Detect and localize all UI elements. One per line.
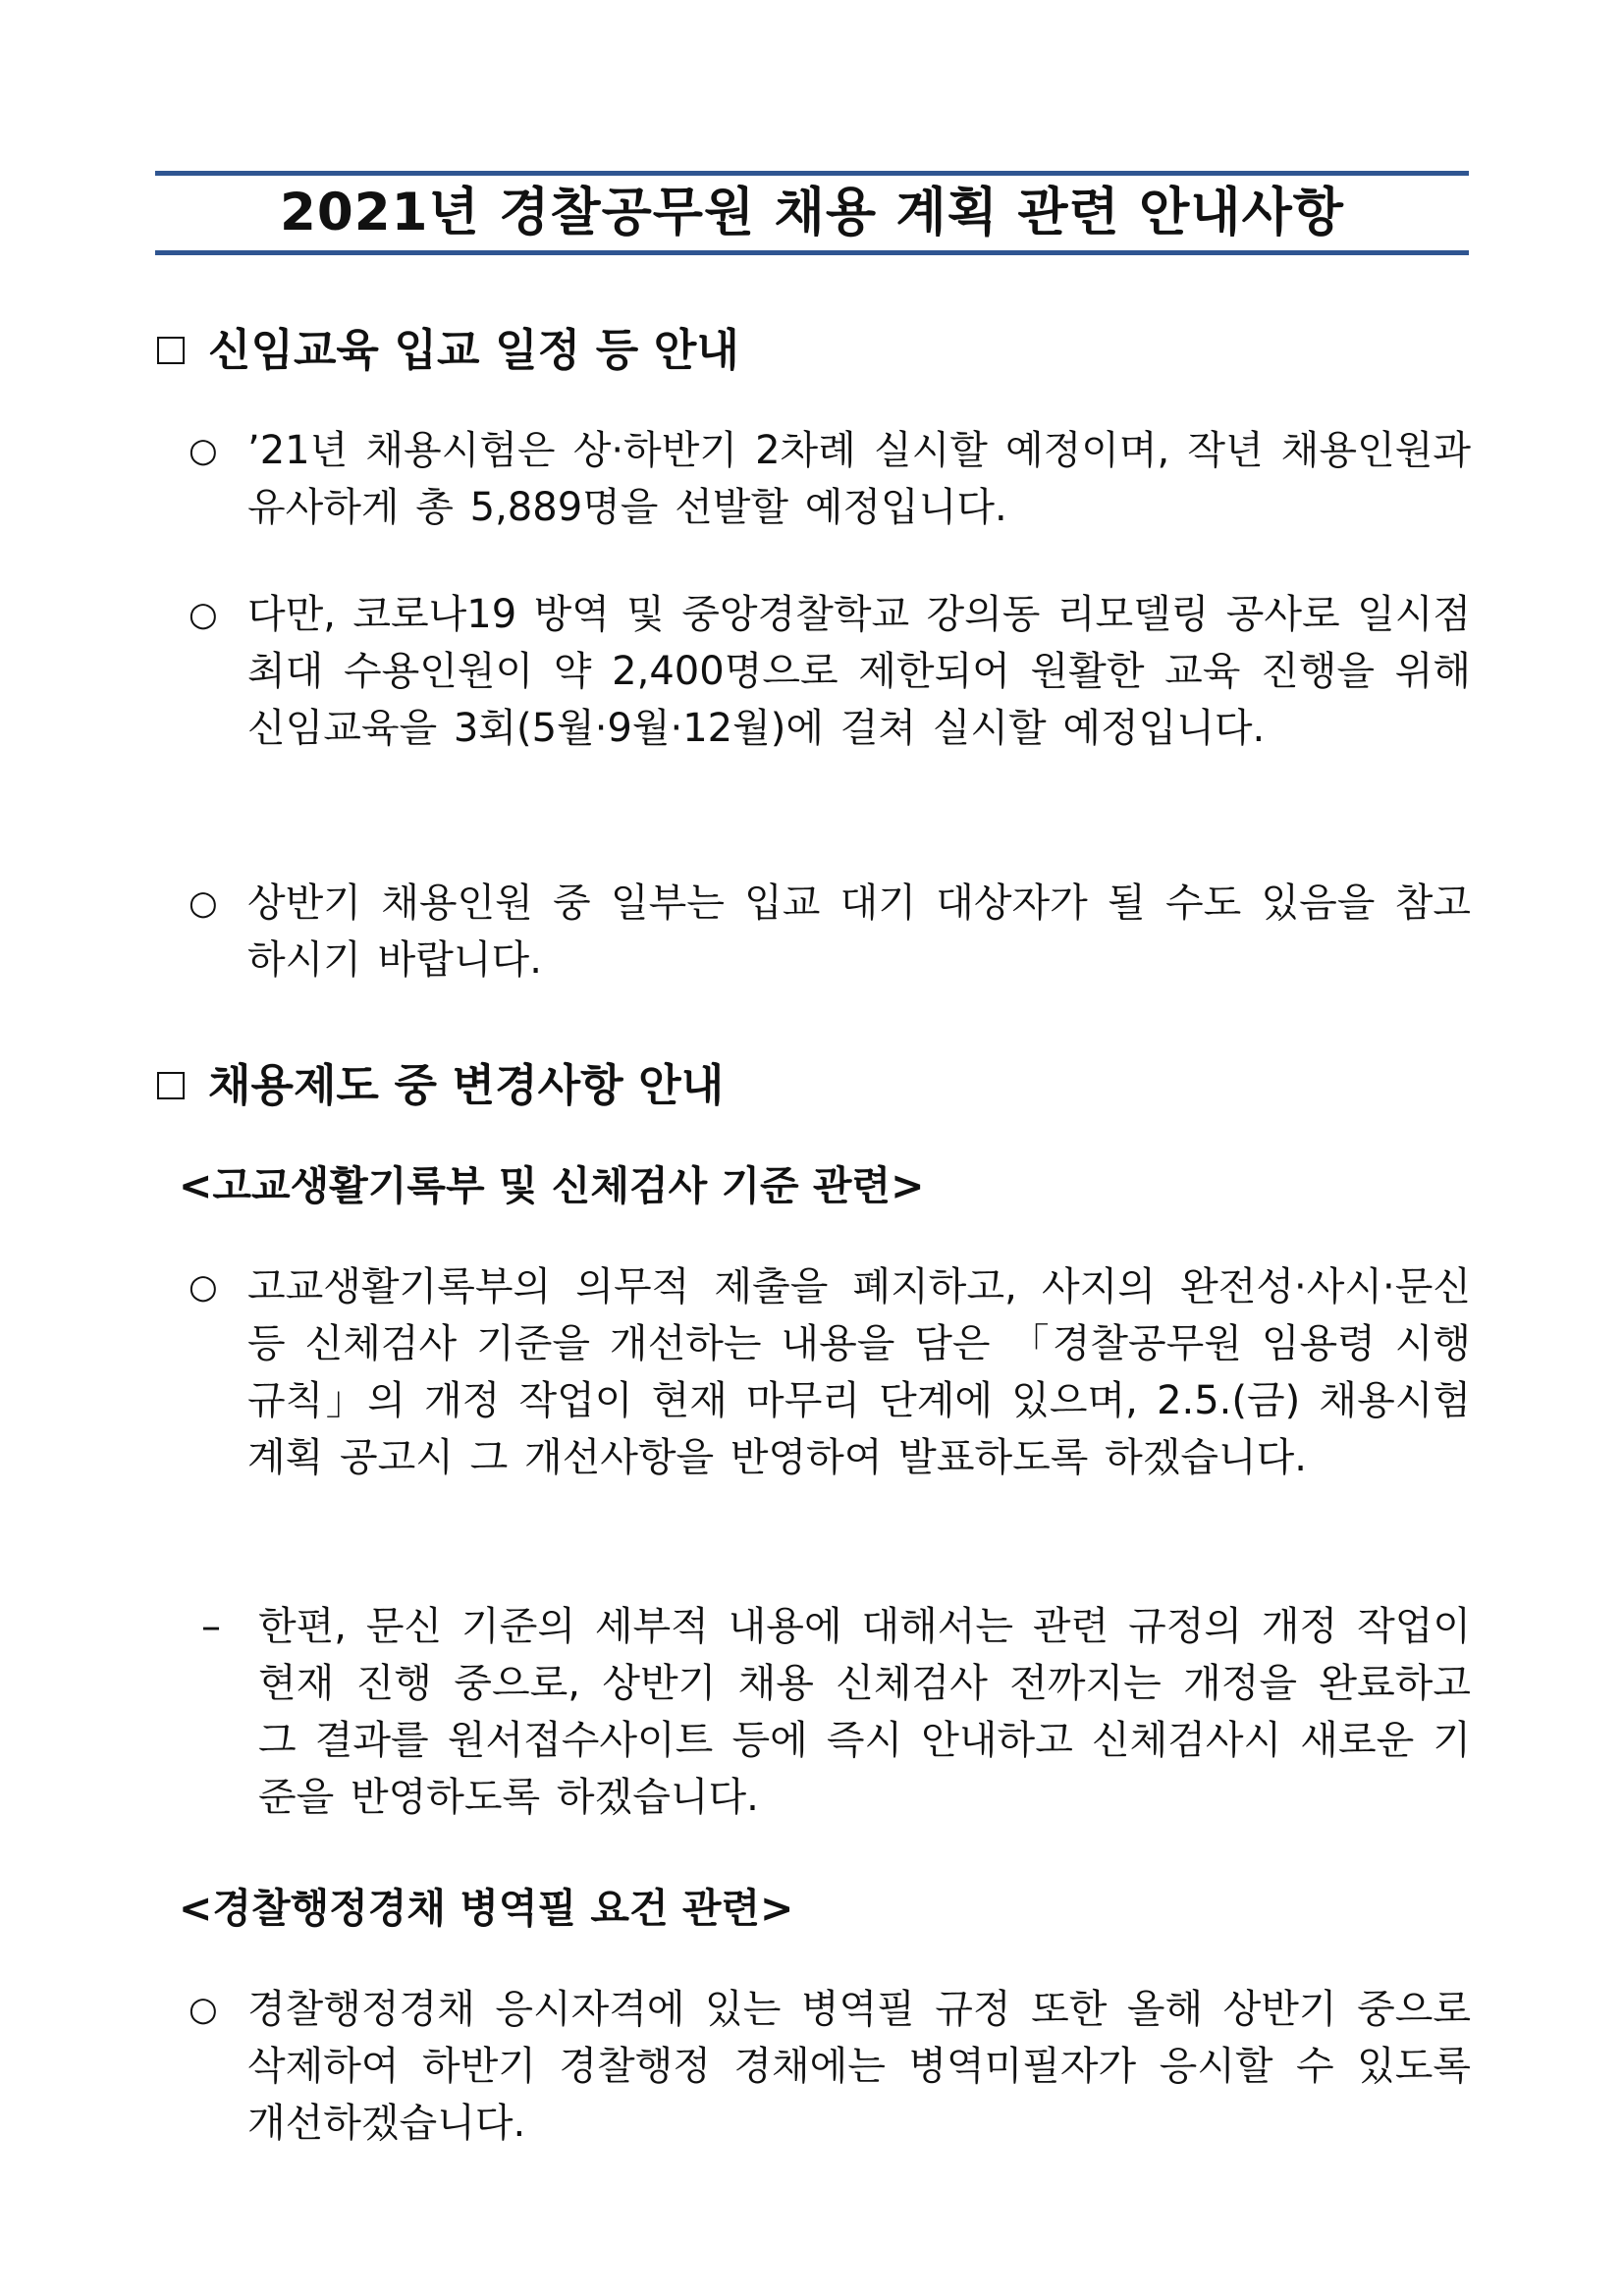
circle-bullet-icon: ○ (189, 431, 218, 470)
list-item-text: 한편, 문신 기준의 세부적 내용에 대해서는 관련 규정의 개정 작업이 현재 진행 중으로, 상반기 채용 신체검사 전까지는 개정을 완료하고 그 결과를 원서접수사이트 등에 즉시 안내하고 신체검사시 새로운 기준을 반영하도록 하겠습니다. (258, 1604, 1471, 1820)
list-item (189, 422, 1471, 536)
list-item (189, 1981, 1471, 2152)
title-block (155, 171, 1469, 255)
list-item (201, 1598, 1471, 1826)
checkbox-icon (157, 1072, 185, 1099)
dash-bullet-icon: – (201, 1604, 221, 1649)
list-item (189, 586, 1471, 757)
list-item-text: 경찰행정경채 응시자격에 있는 병역필 규정 또한 올해 상반기 중으로 삭제하여 하반기 경찰행정 경채에는 병역미필자가 응시할 수 있도록 개선하겠습니다. (247, 1987, 1471, 2146)
circle-bullet-icon: ○ (189, 883, 218, 923)
section-heading-1-text: 신임교육 입교 일정 등 안내 (208, 324, 739, 376)
list-item-text: 다만, 코로나19 방역 및 중앙경찰학교 강의동 리모델링 공사로 일시점 최대 수용인원이 약 2,400명으로 제한되어 원활한 교육 진행을 위해 신임교육을 3회(5월·9월·12월)에 걸쳐 실시할 예정입니다. (247, 592, 1471, 751)
list-item-text: 상반기 채용인원 중 일부는 입교 대기 대상자가 될 수도 있음을 참고하시기 바랍니다. (247, 881, 1471, 983)
checkbox-icon (157, 337, 185, 364)
circle-bullet-icon: ○ (189, 1267, 218, 1307)
subsection-heading-2: <경찰행정경채 병역필 요건 관련> (179, 1885, 794, 1932)
page-title: 2021년 경찰공무원 채용 계획 관련 안내사항 (280, 183, 1344, 242)
title-bottom-rule (155, 250, 1469, 255)
section-heading-2-text: 채용제도 중 변경사항 안내 (208, 1059, 725, 1111)
list-item (189, 1258, 1471, 1486)
list-item (189, 875, 1471, 988)
section-heading-2 (157, 1058, 724, 1113)
list-item-text: ’21년 채용시험은 상·하반기 2차례 실시할 예정이며, 작년 채용인원과 유사하게 총 5,889명을 선발할 예정입니다. (247, 428, 1471, 530)
circle-bullet-icon: ○ (189, 595, 218, 634)
section-heading-1 (157, 323, 739, 378)
circle-bullet-icon: ○ (189, 1990, 218, 2029)
subsection-heading-1: <고교생활기록부 및 신체검사 기준 관련> (179, 1162, 925, 1209)
list-item-text: 고교생활기록부의 의무적 제출을 폐지하고, 사지의 완전성·사시·문신 등 신체검사 기준을 개선하는 내용을 담은 「경찰공무원 임용령 시행규칙」의 개정 작업이 현재 마무리 단계에 있으며, 2.5.(금) 채용시험계획 공고시 그 개선사항을 반영하여 발표하도록 하겠습니다. (247, 1264, 1471, 1480)
